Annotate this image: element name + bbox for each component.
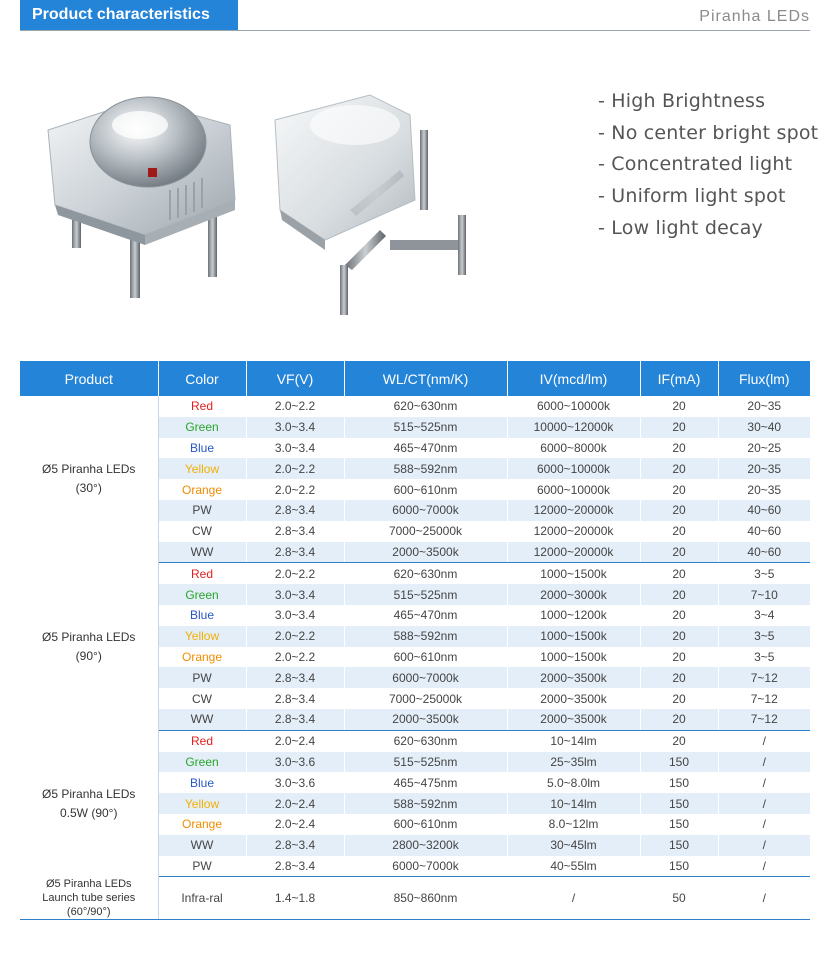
value-cell: 20~35 (747, 482, 782, 497)
value-cell: 20~35 (747, 399, 782, 414)
value-cell: 6000~8000k (507, 438, 640, 459)
led-back-view-image (270, 90, 500, 320)
color-cell: Yellow (158, 626, 246, 647)
value-cell: 40~60 (718, 542, 810, 563)
color-cell: CW (158, 688, 246, 709)
value-cell: 6000~7000k (344, 856, 507, 877)
feature-item: - Uniform light spot (598, 185, 786, 208)
product-cell (20, 877, 158, 920)
table-row (20, 877, 810, 920)
feature-item: - No center bright spot (598, 121, 819, 144)
value-cell: 12000~20000k (507, 521, 640, 542)
value-cell: / (718, 752, 810, 773)
value-cell: 1.4~1.8 (246, 877, 344, 920)
value-cell: 40~60 (747, 524, 782, 539)
color-cell: Red (158, 563, 246, 584)
color-cell: Red (158, 730, 246, 751)
value-cell: 465~475nm (344, 772, 507, 793)
value-cell: 465~470nm (344, 438, 507, 459)
value-cell: 20 (640, 521, 718, 542)
value-cell: 7000~25000k (344, 688, 507, 709)
value-cell: 620~630nm (344, 563, 507, 584)
value-cell: 2000~3000k (507, 584, 640, 605)
table-row (20, 396, 810, 417)
column-header: Flux(lm) (718, 361, 810, 396)
value-cell: 2.0~2.2 (246, 626, 344, 647)
color-cell: PW (158, 500, 246, 521)
value-cell: 150 (640, 772, 718, 793)
color-cell: WW (158, 709, 246, 730)
product-cell (20, 563, 158, 730)
value-cell: 20 (640, 605, 718, 626)
color-cell: Orange (158, 814, 246, 835)
value-cell: 2.0~2.2 (246, 479, 344, 500)
value-cell: 515~525nm (344, 417, 507, 438)
value-cell: 150 (640, 752, 718, 773)
value-cell: / (762, 734, 766, 749)
color-cell: Orange (158, 647, 246, 668)
product-name-line: Ø5 Piranha LEDs (42, 786, 136, 801)
product-name-line: Launch tube series (60°/90°) (42, 891, 136, 918)
value-cell: / (718, 856, 810, 877)
value-cell: 150 (640, 793, 718, 814)
value-cell: 7~12 (718, 709, 810, 730)
value-cell: 3~5 (754, 649, 775, 664)
column-header: IV(mcd/lm) (507, 361, 640, 396)
led-front-view-image (30, 70, 260, 320)
value-cell: 2800~3200k (344, 835, 507, 856)
value-cell: 3~4 (754, 608, 775, 623)
value-cell: 3~5 (718, 626, 810, 647)
value-cell: 20 (640, 647, 718, 668)
product-photos (30, 70, 500, 320)
product-cell (20, 396, 158, 563)
value-cell: 2.0~2.2 (246, 458, 344, 479)
column-header: Color (158, 361, 246, 396)
value-cell: 150 (640, 814, 718, 835)
value-cell: 10~14lm (507, 730, 640, 751)
value-cell: 3~5 (754, 566, 775, 581)
value-cell: 12000~20000k (507, 500, 640, 521)
value-cell: 20 (640, 730, 718, 751)
value-cell: 3.0~3.6 (246, 752, 344, 773)
value-cell: 7~12 (718, 667, 810, 688)
header-divider (20, 30, 810, 31)
color-cell: WW (158, 835, 246, 856)
value-cell: 20 (640, 563, 718, 584)
color-cell: Green (158, 752, 246, 773)
value-cell: 2000~3500k (507, 709, 640, 730)
column-header: IF(mA) (640, 361, 718, 396)
value-cell: 2000~3500k (344, 542, 507, 563)
color-cell: Red (158, 396, 246, 417)
value-cell: 6000~10000k (507, 396, 640, 417)
product-name-line: (30°) (75, 481, 102, 496)
value-cell: 515~525nm (344, 584, 507, 605)
color-cell: Infra-ral (158, 877, 246, 920)
value-cell: 2.8~3.4 (246, 542, 344, 563)
product-name-line: Ø5 Piranha LEDs (45, 877, 132, 890)
value-cell: 2.0~2.4 (246, 793, 344, 814)
value-cell: 515~525nm (344, 752, 507, 773)
value-cell: 10~14lm (507, 793, 640, 814)
value-cell: 2.8~3.4 (246, 835, 344, 856)
color-cell: Green (158, 417, 246, 438)
color-cell: Blue (158, 605, 246, 626)
value-cell: 2.0~2.2 (246, 647, 344, 668)
table-row (20, 730, 810, 751)
value-cell: 7~10 (718, 584, 810, 605)
value-cell: 3.0~3.4 (246, 417, 344, 438)
color-cell: Yellow (158, 793, 246, 814)
value-cell: 600~610nm (344, 479, 507, 500)
value-cell: 20~25 (747, 440, 782, 455)
value-cell: 6000~10000k (507, 479, 640, 500)
color-cell: Blue (158, 772, 246, 793)
table-header-row (20, 361, 810, 396)
color-cell: Orange (158, 479, 246, 500)
value-cell: 12000~20000k (507, 542, 640, 563)
value-cell: 7000~25000k (344, 521, 507, 542)
section-header (20, 0, 810, 32)
product-name-line: Ø5 Piranha LEDs (42, 629, 136, 644)
feature-item: - High Brightness (598, 90, 766, 112)
value-cell: 150 (640, 856, 718, 877)
column-header: VF(V) (246, 361, 344, 396)
value-cell: / (718, 835, 810, 856)
column-header: Product (20, 361, 158, 396)
value-cell: 8.0~12lm (507, 814, 640, 835)
value-cell: 620~630nm (344, 730, 507, 751)
value-cell: 1000~1500k (507, 563, 640, 584)
product-name-line: 0.5W (90°) (60, 805, 118, 820)
value-cell: 30~45lm (507, 835, 640, 856)
value-cell: 150 (640, 835, 718, 856)
color-cell: Yellow (158, 458, 246, 479)
value-cell: / (718, 877, 810, 920)
value-cell: 3.0~3.6 (246, 772, 344, 793)
category-label: Piranha LEDs (699, 8, 810, 25)
feature-item: - Concentrated light (598, 153, 793, 176)
section-title: Product characteristics (20, 0, 238, 30)
value-cell: 2.0~2.4 (246, 730, 344, 751)
value-cell: 2000~3500k (344, 709, 507, 730)
product-name-line: Ø5 Piranha LEDs (42, 462, 136, 477)
value-cell: 20 (640, 396, 718, 417)
value-cell: 7~12 (750, 691, 778, 706)
value-cell: 2.8~3.4 (246, 856, 344, 877)
value-cell: 588~592nm (344, 458, 507, 479)
value-cell: 20 (640, 584, 718, 605)
value-cell: 588~592nm (344, 793, 507, 814)
value-cell: / (507, 877, 640, 920)
value-cell: 850~860nm (344, 877, 507, 920)
value-cell: 620~630nm (344, 396, 507, 417)
value-cell: 2.8~3.4 (246, 500, 344, 521)
value-cell: 2.8~3.4 (246, 521, 344, 542)
value-cell: 2.0~2.2 (246, 396, 344, 417)
color-cell: PW (158, 856, 246, 877)
color-cell: WW (158, 542, 246, 563)
value-cell: 2.8~3.4 (246, 667, 344, 688)
value-cell: 6000~10000k (507, 458, 640, 479)
product-cell (20, 730, 158, 877)
value-cell: / (762, 817, 766, 832)
value-cell: 25~35lm (507, 752, 640, 773)
feature-item: - Low light decay (598, 216, 763, 239)
value-cell: 3.0~3.4 (246, 605, 344, 626)
value-cell: 2000~3500k (507, 667, 640, 688)
value-cell: 20 (640, 417, 718, 438)
value-cell: 20 (640, 542, 718, 563)
value-cell: 30~40 (718, 417, 810, 438)
value-cell: 2.8~3.4 (246, 688, 344, 709)
value-cell: 6000~7000k (344, 667, 507, 688)
color-cell: Green (158, 584, 246, 605)
value-cell: 2.8~3.4 (246, 709, 344, 730)
value-cell: 3.0~3.4 (246, 584, 344, 605)
value-cell: 20 (640, 688, 718, 709)
value-cell: 588~592nm (344, 626, 507, 647)
value-cell: 20 (640, 479, 718, 500)
value-cell: 50 (640, 877, 718, 920)
value-cell: 600~610nm (344, 814, 507, 835)
value-cell: 20 (640, 626, 718, 647)
column-header: WL/CT(nm/K) (344, 361, 507, 396)
value-cell: 20 (640, 667, 718, 688)
value-cell: 20 (640, 458, 718, 479)
value-cell: 20 (640, 438, 718, 459)
color-cell: PW (158, 667, 246, 688)
value-cell: 6000~7000k (344, 500, 507, 521)
value-cell: 465~470nm (344, 605, 507, 626)
value-cell: / (762, 775, 766, 790)
color-cell: Blue (158, 438, 246, 459)
value-cell: 10000~12000k (507, 417, 640, 438)
value-cell: 20 (640, 500, 718, 521)
table-row (20, 563, 810, 584)
value-cell: 40~60 (718, 500, 810, 521)
value-cell: 20~35 (718, 458, 810, 479)
value-cell: 3.0~3.4 (246, 438, 344, 459)
value-cell: 20 (640, 709, 718, 730)
value-cell: 2.0~2.2 (246, 563, 344, 584)
value-cell: 1000~1500k (507, 626, 640, 647)
spec-table (20, 361, 810, 920)
value-cell: / (718, 793, 810, 814)
value-cell: 40~55lm (507, 856, 640, 877)
feature-list (598, 87, 818, 245)
value-cell: 5.0~8.0lm (507, 772, 640, 793)
value-cell: 2.0~2.4 (246, 814, 344, 835)
product-name-line: (90°) (75, 648, 102, 663)
value-cell: 1000~1200k (507, 605, 640, 626)
value-cell: 1000~1500k (507, 647, 640, 668)
value-cell: 600~610nm (344, 647, 507, 668)
value-cell: 2000~3500k (507, 688, 640, 709)
color-cell: CW (158, 521, 246, 542)
